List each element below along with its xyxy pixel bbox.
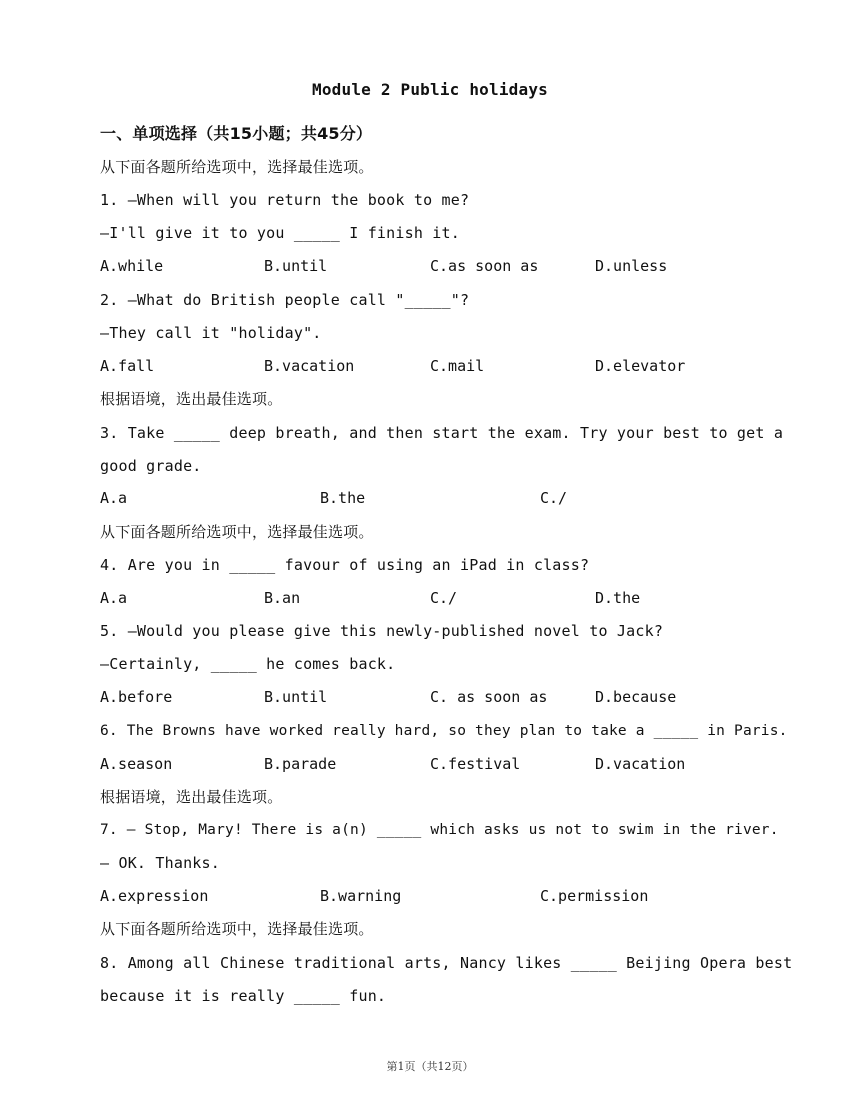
question-3-stem: 3. Take _____ deep breath, and then start the exam. Try your best to get a [100, 424, 784, 442]
question-1-option-c: C.as soon as [430, 257, 539, 275]
question-5-option-c: C. as soon as [430, 688, 548, 706]
question-1-option-a: A.while [100, 257, 164, 275]
question-6-option-c: C.festival [430, 755, 521, 773]
question-1-response: —I'll give it to you _____ I finish it. [100, 224, 460, 242]
question-4-option-c: C./ [430, 589, 458, 607]
question-5-stem: 5. —Would you please give this newly-published novel to Jack? [100, 622, 664, 640]
question-3-option-a: A.a [100, 489, 128, 507]
question-2-response: —They call it "holiday". [100, 324, 322, 342]
instruction: 根据语境，选出最佳选项。 [100, 788, 283, 806]
question-4-option-b: B.an [264, 589, 301, 607]
question-2-option-a: A.fall [100, 357, 155, 375]
question-2-option-b: B.vacation [264, 357, 355, 375]
question-7-stem: 7. — Stop, Mary! There is a(n) _____ which asks us not to swim in the river. [100, 822, 779, 838]
question-5-option-a: A.before [100, 688, 173, 706]
question-1-stem: 1. —When will you return the book to me? [100, 191, 470, 209]
question-6-option-b: B.parade [264, 755, 337, 773]
question-7-option-a: A.expression [100, 887, 209, 905]
question-4-option-a: A.a [100, 589, 128, 607]
section-heading: 一、单项选择（共15小题；共45分） [100, 124, 373, 143]
question-6-stem: 6. The Browns have worked really hard, so they plan to take a _____ in Paris. [100, 723, 788, 739]
question-2-option-c: C.mail [430, 357, 485, 375]
question-7-response: — OK. Thanks. [100, 854, 220, 872]
question-4-stem: 4. Are you in _____ favour of using an iPad in class? [100, 556, 590, 574]
question-2-stem: 2. —What do British people call "_____"? [100, 291, 470, 309]
instruction: 从下面各题所给选项中，选择最佳选项。 [100, 920, 374, 938]
question-3-option-b: B.the [320, 489, 366, 507]
instruction: 从下面各题所给选项中，选择最佳选项。 [100, 158, 374, 176]
question-4-option-d: D.the [595, 589, 641, 607]
question-8-stem-continued: because it is really _____ fun. [100, 987, 387, 1005]
page-footer: 第1页（共12页） [386, 1060, 474, 1073]
question-2-option-d: D.elevator [595, 357, 686, 375]
question-5-option-d: D.because [595, 688, 677, 706]
question-8-stem: 8. Among all Chinese traditional arts, Nancy likes _____ Beijing Opera best [100, 954, 793, 972]
question-7-option-b: B.warning [320, 887, 402, 905]
question-1-option-d: D.unless [595, 257, 668, 275]
question-3-stem-continued: good grade. [100, 457, 202, 475]
page-title: Module 2 Public holidays [312, 80, 548, 99]
question-1-option-b: B.until [264, 257, 328, 275]
instruction: 根据语境，选出最佳选项。 [100, 390, 283, 408]
question-5-response: —Certainly, _____ he comes back. [100, 655, 396, 673]
instruction: 从下面各题所给选项中，选择最佳选项。 [100, 523, 374, 541]
question-3-option-c: C./ [540, 489, 568, 507]
question-5-option-b: B.until [264, 688, 328, 706]
question-7-option-c: C.permission [540, 887, 649, 905]
question-6-option-d: D.vacation [595, 755, 686, 773]
question-6-option-a: A.season [100, 755, 173, 773]
